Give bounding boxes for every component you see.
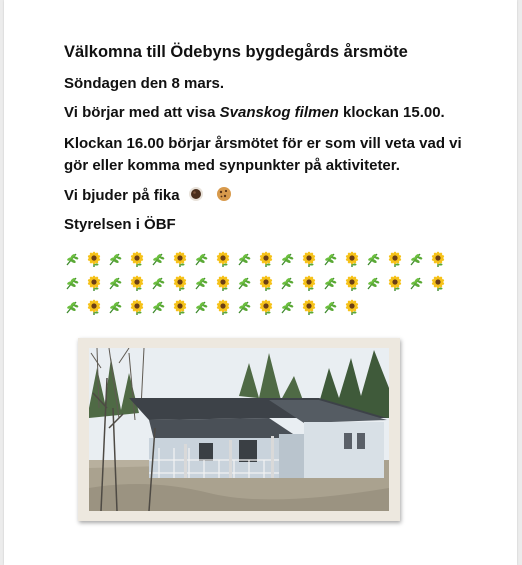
herb-icon xyxy=(279,299,295,315)
herb-icon xyxy=(236,299,252,315)
sunflower-icon xyxy=(387,251,403,267)
fika-line xyxy=(64,186,497,204)
sunflower-icon xyxy=(258,251,274,267)
herb-icon xyxy=(64,299,80,315)
cookie-icon xyxy=(216,186,232,202)
sunflower-icon xyxy=(301,251,317,267)
sunflower-icon xyxy=(387,275,403,291)
film-line-before: Vi börjar med att visa xyxy=(64,104,220,121)
herb-icon xyxy=(107,299,123,315)
herb-icon xyxy=(408,275,424,291)
herb-icon xyxy=(150,299,166,315)
sunflower-icon xyxy=(215,275,231,291)
document-title: Välkomna till Ödebyns bygdegårds årsmöte xyxy=(64,43,408,61)
sunflower-icon xyxy=(301,299,317,315)
emoji-row xyxy=(64,247,464,271)
meeting-line: Klockan 16.00 börjar årsmötet för er som vill veta vad vi gör eller komma med synpunkter på aktiviteter. xyxy=(64,135,462,174)
sunflower-icon xyxy=(301,275,317,291)
coffee-icon xyxy=(188,186,204,202)
document-page xyxy=(4,0,517,565)
herb-icon xyxy=(365,251,381,267)
herb-icon xyxy=(193,299,209,315)
film-line xyxy=(64,104,497,121)
herb-icon xyxy=(193,251,209,267)
sunflower-icon xyxy=(86,299,102,315)
herb-icon xyxy=(107,251,123,267)
sunflower-icon xyxy=(172,251,188,267)
building-photo xyxy=(89,348,389,511)
herb-icon xyxy=(322,251,338,267)
herb-icon xyxy=(150,251,166,267)
herb-icon xyxy=(365,275,381,291)
herb-icon xyxy=(107,275,123,291)
emoji-row xyxy=(64,271,464,295)
herb-icon xyxy=(150,275,166,291)
signature: Styrelsen i ÖBF xyxy=(64,216,176,233)
decorative-emoji-rows xyxy=(64,247,464,319)
sunflower-icon xyxy=(86,275,102,291)
emoji-row xyxy=(64,295,464,319)
herb-icon xyxy=(64,275,80,291)
film-name: Svanskog filmen xyxy=(219,104,339,121)
sunflower-icon xyxy=(344,275,360,291)
herb-icon xyxy=(322,299,338,315)
sunflower-icon xyxy=(258,299,274,315)
herb-icon xyxy=(279,275,295,291)
herb-icon xyxy=(279,251,295,267)
sunflower-icon xyxy=(430,251,446,267)
sunflower-icon xyxy=(129,251,145,267)
sunflower-icon xyxy=(172,275,188,291)
sunflower-icon xyxy=(86,251,102,267)
sunflower-icon xyxy=(172,299,188,315)
herb-icon xyxy=(193,275,209,291)
herb-icon xyxy=(408,251,424,267)
sunflower-icon xyxy=(129,275,145,291)
sunflower-icon xyxy=(344,251,360,267)
herb-icon xyxy=(236,251,252,267)
building-photo-frame xyxy=(78,338,400,521)
herb-icon xyxy=(64,251,80,267)
fika-text: Vi bjuder på fika xyxy=(64,187,180,204)
herb-icon xyxy=(236,275,252,291)
sunflower-icon xyxy=(215,251,231,267)
sunflower-icon xyxy=(129,299,145,315)
sunflower-icon xyxy=(215,299,231,315)
herb-icon xyxy=(322,275,338,291)
sunflower-icon xyxy=(258,275,274,291)
film-line-after: klockan 15.00. xyxy=(338,104,445,121)
sunflower-icon xyxy=(430,275,446,291)
date-line: Söndagen den 8 mars. xyxy=(64,75,225,92)
sunflower-icon xyxy=(344,299,360,315)
